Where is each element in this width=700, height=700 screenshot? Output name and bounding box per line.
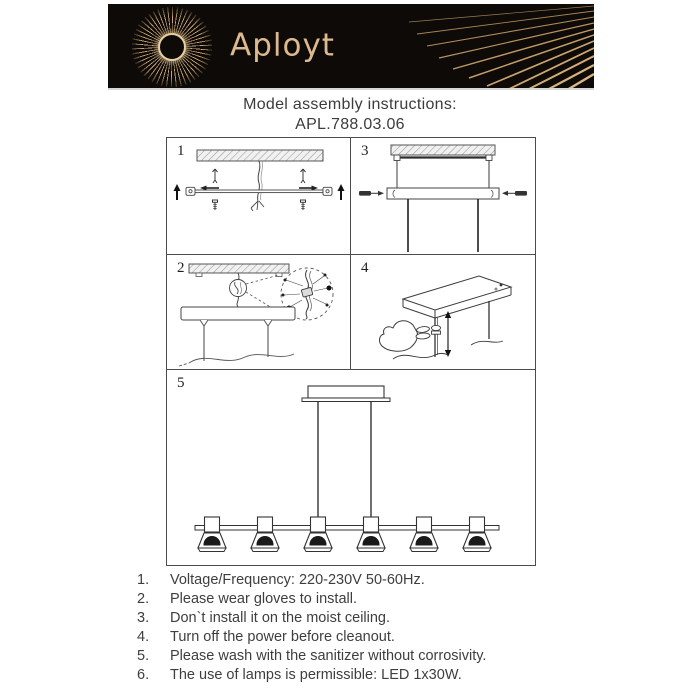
step-1-drawing	[167, 138, 351, 255]
instruction-text: Don`t install it on the moist ceiling.	[170, 610, 391, 626]
sunburst-core	[158, 33, 186, 61]
safety-instructions-list	[137, 571, 486, 685]
instruction-number: 4.	[137, 629, 150, 645]
instruction-item	[137, 590, 486, 609]
instruction-item	[137, 628, 486, 647]
step-panel-2	[167, 255, 351, 370]
model-number: APL.788.03.06	[295, 116, 405, 133]
step-number: 5	[177, 375, 185, 391]
instruction-item	[137, 609, 486, 628]
instruction-text: Turn off the power before cleanout.	[170, 629, 395, 645]
instruction-text: Please wash with the sanitizer without corrosivity.	[170, 648, 487, 664]
step-number: 2	[177, 260, 185, 276]
brand-banner	[108, 4, 594, 90]
step-number: 1	[177, 143, 185, 159]
instruction-number: 6.	[137, 667, 150, 683]
instruction-item	[137, 571, 486, 590]
step-5-drawing	[167, 370, 535, 565]
instruction-number: 1.	[137, 572, 150, 588]
sunburst-logo-icon	[132, 7, 212, 87]
instruction-number: 2.	[137, 591, 150, 607]
instruction-number: 3.	[137, 610, 150, 626]
assembly-steps-grid	[166, 137, 536, 566]
instruction-item	[137, 666, 486, 685]
step-panel-5	[167, 370, 535, 565]
instruction-text: The use of lamps is permissible: LED 1x30W.	[170, 667, 462, 683]
page-title: Model assembly instructions:	[243, 96, 457, 113]
instruction-text: Please wear gloves to install.	[170, 591, 357, 607]
step-number: 4	[361, 260, 369, 276]
instruction-item	[137, 647, 486, 666]
step-number: 3	[361, 143, 369, 159]
step-panel-3	[351, 138, 535, 255]
step-3-drawing	[351, 138, 535, 255]
gold-rays-decoration	[409, 4, 594, 90]
step-2-drawing	[167, 255, 351, 370]
instruction-text: Voltage/Frequency: 220-230V 50-60Hz.	[170, 572, 425, 588]
step-panel-4	[351, 255, 535, 370]
brand-name: Aployt	[230, 27, 335, 64]
step-panel-1	[167, 138, 351, 255]
step-4-drawing	[351, 255, 535, 370]
instruction-number: 5.	[137, 648, 150, 664]
